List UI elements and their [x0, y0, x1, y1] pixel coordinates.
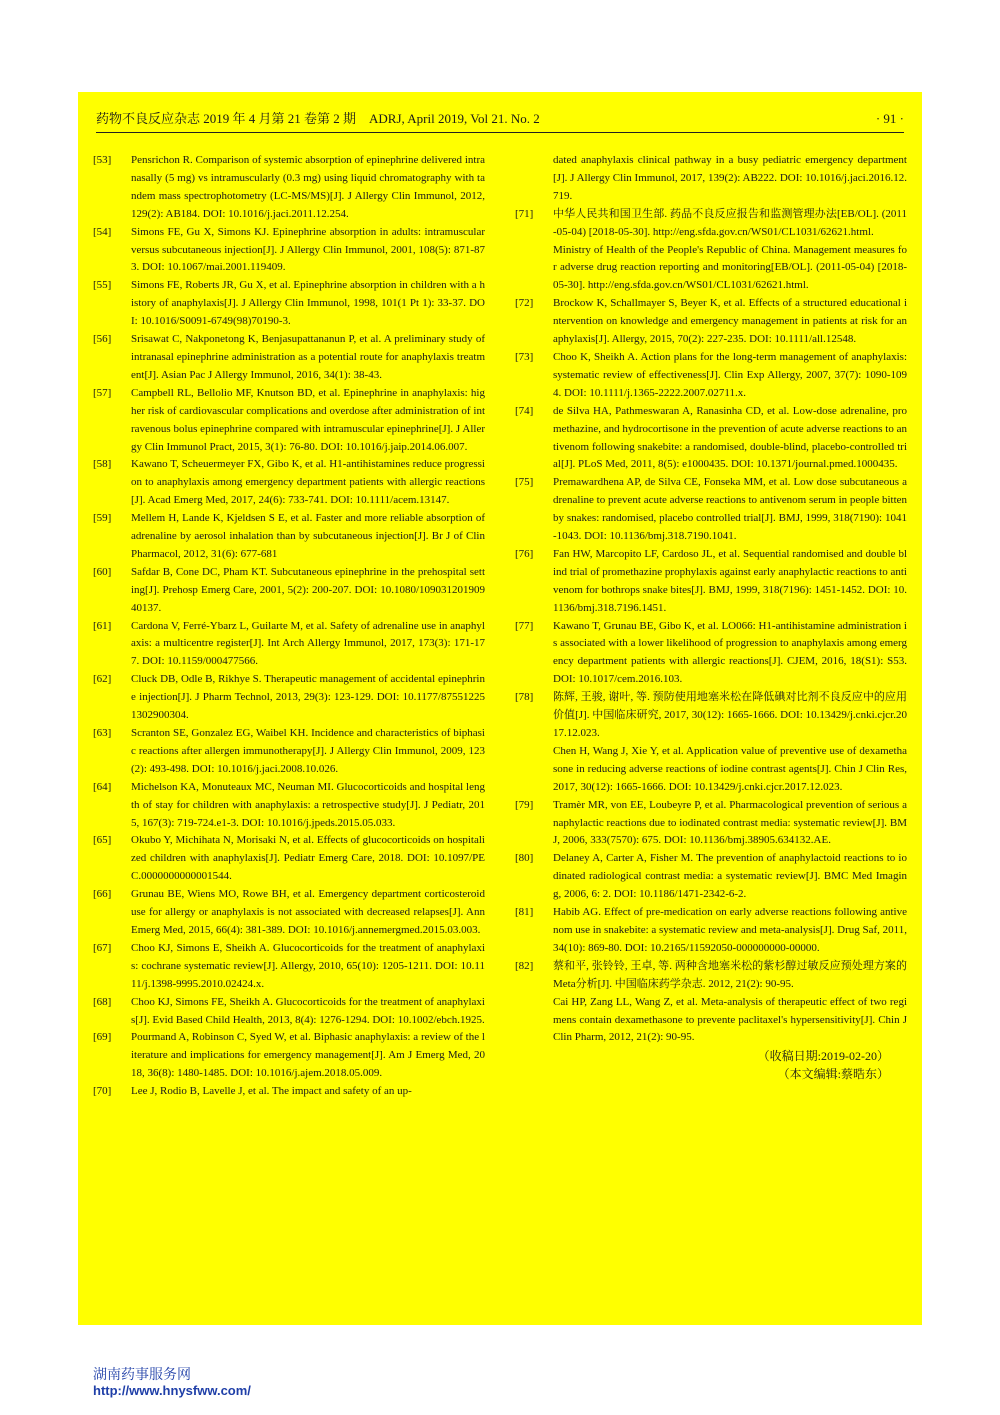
reference-number: [59]: [93, 512, 112, 525]
reference-number: [66]: [93, 888, 112, 901]
reference-text: [553, 349, 907, 403]
reference-text: [553, 958, 907, 1048]
reference-number: [53]: [93, 154, 112, 166]
reference-text: Kawano T, Scheuermeyer FX, Gibo K, et al. H1-antihistamines reduce progression to anaphylaxis among emergency department patients with allergic reactions[J]. Acad Emerg Med, 2017, 24(6): 733-741. DOI: 10.1111/acem.13147.: [131, 458, 485, 507]
reference-text: Mellem H, Lande K, Kjeldsen S E, et al. Faster and more reliable absorption of adrenaline by aerosol inhalation than by subcutaneous injection[J]. Br J of Clin Pharmacol, 2012, 31(6): 677-681: [131, 512, 485, 560]
reference-paragraph: Ministry of Health of the People's Republic of China. Management measures for adverse drug reaction reporting and monitoring[EB/OL]. (2011-05-04) [2018-05-30]. http://eng.sfda.gov.cn/WS01/CL1031/62621.html.: [553, 243, 907, 292]
reference-text: Cardona V, Ferré-Ybarz L, Guilarte M, et al. Safety of adrenaline use in anaphylaxis: a multicentre register[J]. Int Arch Allergy Immunol, 2017, 173(3): 171-177. DOI: 10.1159/000477566.: [131, 619, 485, 668]
reference-entry: [93, 1029, 485, 1083]
reference-paragraph: Chen H, Wang J, Xie Y, et al. Application value of preventive use of dexamethasone in reducing adverse reactions of iodine contrast agents[J]. Chin J Clin Res, 2017, 30(12): 1665-1666. DOI: 10.13429/j.cnki.cjcr.2017.12.023.: [553, 744, 907, 793]
received-date: （收稿日期:2019-02-20）: [757, 1049, 889, 1064]
reference-text: [553, 474, 907, 546]
reference-number: [80]: [515, 852, 534, 865]
reference-number: [58]: [93, 458, 112, 471]
reference-entry: [93, 331, 485, 385]
reference-entry: [93, 618, 485, 672]
reference-entry: [93, 940, 485, 994]
reference-number: [81]: [515, 906, 534, 919]
reference-text: Choo KJ, Simons FE, Sheikh A. Glucocorticoids for the treatment of anaphylaxis[J]. Evid Based Child Health, 2013, 8(4): 1276-1294. DOI: 10.1002/ebch.1925.: [131, 995, 485, 1026]
reference-number: [55]: [93, 279, 112, 292]
reference-number: [60]: [93, 565, 112, 578]
reference-paragraph: Tramèr MR, von EE, Loubeyre P, et al. Pharmacological prevention of serious anaphylactic reactions due to iodinated contrast media: systematic review[J]. BMJ, 2006, 333(7570): 675. DOI: 10.1136/bmj.38905.634132.AE.: [553, 798, 907, 847]
running-head: 药物不良反应杂志 2019 年 4 月第 21 卷第 2 期 ADRJ, April 2019, Vol 21. No. 2: [96, 111, 540, 126]
reference-text: [553, 850, 907, 904]
reference-paragraph: Delaney A, Carter A, Fisher M. The prevention of anaphylactoid reactions to iodinated radiological contrast media: a systematic review[J]. BMC Med Imaging, 2006, 6: 2. DOI: 10.1186/1471-2342-6-2.: [553, 852, 907, 901]
reference-number: [70]: [93, 1085, 112, 1098]
reference-number: [64]: [93, 780, 112, 793]
reference-paragraph: Kawano T, Grunau BE, Gibo K, et al. LO066: H1-antihistamine administration is associated with a lower likelihood of progression to anaphylaxis among emergency department patients with allergic reactions[J]. CJEM, 2016, 18(S1): S53. DOI: 10.1017/cem.2016.103.: [553, 619, 907, 686]
reference-number: [78]: [515, 691, 534, 704]
reference-number: [68]: [93, 995, 112, 1008]
reference-paragraph: Premawardhena AP, de Silva CE, Fonseka MM, et al. Low dose subcutaneous adrenaline to prevent acute adverse reactions to antivenom serum in people bitten by snakes: randomised, placebo controlled trial[J]. BMJ, 1999, 318(7190): 1041-1043. DOI: 10.1136/bmj.318.7190.1041.: [553, 476, 908, 543]
reference-paragraph: 陈辉, 王骏, 谢叶, 等. 预防使用地塞米松在降低碘对比剂不良反应中的应用价值[J]. 中国临床研究, 2017, 30(12): 1665-1666. DOI: 10.13429/j.cnki.cjcr.2017.12.023.: [553, 691, 907, 739]
reference-entry: [93, 510, 485, 564]
reference-entry: [93, 152, 485, 224]
reference-paragraph: 蔡和平, 张铃铃, 王卓, 等. 两种含地塞米松的紫杉醇过敏反应预处理方案的Meta分析[J]. 中国临床药学杂志. 2012, 21(2): 90-95.: [553, 959, 907, 990]
reference-text: [553, 546, 907, 618]
page-number: · 91 ·: [875, 111, 904, 126]
reference-column-left: [93, 152, 485, 1101]
reference-text: Srisawat C, Nakponetong K, Benjasupattananun P, et al. A preliminary study of intranasal epinephrine administration as a potential route for anaphylaxis treatment[J]. Asian Pac J Allergy Immunol, 2016, 34(1): 38-43.: [131, 333, 485, 381]
reference-entry: [515, 546, 907, 618]
reference-text: [553, 295, 907, 349]
reference-number: [65]: [93, 834, 112, 847]
reference-number: [76]: [515, 547, 534, 560]
reference-paragraph: Brockow K, Schallmayer S, Beyer K, et al. Effects of a structured educational intervention on knowledge and emergency management in patients at risk for anaphylaxis[J]. Allergy, 2015, 70(2): 227-235. DOI: 10.1111/all.12548.: [553, 297, 907, 346]
reference-entry: [93, 385, 485, 457]
reference-text: Pensrichon R. Comparison of systemic absorption of epinephrine delivered intranasally (5 mg) vs intramuscularly (0.3 mg) using liquid chromatography with tandem mass spectrophotometry (LC-MS/MS)[J]. J Allergy Clin Immunol, 2012, 129(2): AB184. DOI: 10.1016/j.jaci.2011.12.254.: [131, 154, 485, 220]
reference-number: [57]: [93, 386, 112, 399]
reference-number: [71]: [515, 207, 534, 220]
reference-text: [553, 152, 907, 206]
editor-note: （本文编辑:蔡晧东）: [777, 1067, 889, 1082]
reference-entry: [515, 295, 907, 349]
reference-text: Simons FE, Gu X, Simons KJ. Epinephrine absorption in adults: intramuscular versus subcutaneous injection[J]. J Allergy Clin Immunol, 2001, 108(5): 871-873. DOI: 10.1067/mai.2001.119409.: [131, 225, 485, 274]
reference-entry: [93, 224, 485, 278]
reference-entry: [515, 904, 907, 958]
reference-paragraph: dated anaphylaxis clinical pathway in a busy pediatric emergency department[J]. J Allergy Clin Immunol, 2017, 139(2): AB222. DOI: 10.1016/j.jaci.2016.12.719.: [553, 154, 907, 202]
reference-number: [75]: [515, 476, 534, 489]
reference-entry: [93, 671, 485, 725]
reference-number: [67]: [93, 941, 112, 954]
site-name: 湖南药事服务网: [93, 1367, 191, 1383]
reference-number: [62]: [93, 673, 112, 686]
reference-entry: [515, 618, 907, 690]
reference-entry: [515, 152, 907, 206]
reference-entry: [515, 689, 907, 796]
reference-entry: [93, 564, 485, 618]
reference-paragraph: de Silva HA, Pathmeswaran A, Ranasinha CD, et al. Low-dose adrenaline, promethazine, and hydrocortisone in the prevention of acute adverse reactions to antivenom following snakebite: a randomised, double-blind, placebo-controlled trial[J]. PLoS Med, 2011, 8(5): e1000435. DOI: 10.1371/journal.pmed.1000435.: [553, 404, 907, 471]
reference-text: [553, 689, 907, 796]
reference-number: [77]: [515, 619, 534, 632]
reference-text: [553, 206, 907, 296]
reference-entry: [515, 797, 907, 851]
reference-text: Lee J, Rodio B, Lavelle J, et al. The impact and safety of an up-: [131, 1085, 412, 1098]
reference-number: [74]: [515, 404, 534, 417]
reference-number: [515, 152, 553, 206]
reference-text: Safdar B, Cone DC, Pham KT. Subcutaneous epinephrine in the prehospital setting[J]. Prehosp Emerg Care, 2001, 5(2): 200-207. DOI: 10.1080/10903120190940137.: [131, 565, 485, 614]
reference-paragraph: Choo K, Sheikh A. Action plans for the long-term management of anaphylaxis: systematic review of effectiveness[J]. Clin Exp Allergy, 2007, 37(7): 1090-1094. DOI: 10.1111/j.1365-2222.2007.02711.x.: [553, 350, 907, 399]
reference-number: [56]: [93, 333, 112, 346]
reference-number: [69]: [93, 1031, 112, 1044]
reference-number: [73]: [515, 350, 534, 363]
reference-text: Cluck DB, Odle B, Rikhye S. Therapeutic management of accidental epinephrine injection[J]. J Pharm Technol, 2013, 29(3): 123-129. DOI: 10.1177/875512251302900304.: [131, 673, 485, 722]
reference-entry: [93, 886, 485, 940]
reference-number: [63]: [93, 727, 112, 739]
reference-entry: [515, 206, 907, 296]
reference-entry: [93, 832, 485, 886]
reference-text: [553, 403, 907, 475]
reference-entry: [93, 779, 485, 833]
reference-text: Michelson KA, Monuteaux MC, Neuman MI. Glucocorticoids and hospital length of stay for children with anaphylaxis: a retrospective study[J]. J Pediatr, 2015, 167(3): 719-724.e1-3. DOI: 10.1016/j.jpeds.2015.05.033.: [131, 780, 485, 829]
reference-entry: [515, 349, 907, 403]
reference-entry: [515, 403, 907, 475]
reference-entry: [93, 456, 485, 510]
reference-number: [54]: [93, 225, 112, 238]
reference-text: Okubo Y, Michihata N, Morisaki N, et al. Effects of glucocorticoids on hospitalized children with anaphylaxis[J]. Pediatr Emerg Care, 2018. DOI: 10.1097/PEC.0000000000001544.: [131, 834, 485, 883]
reference-text: Scranton SE, Gonzalez EG, Waibel KH. Incidence and characteristics of biphasic reactions after allergen immunotherapy[J]. J Allergy Clin Immunol, 2009, 123(2): 493-498. DOI: 10.1016/j.jaci.2008.10.026.: [131, 727, 485, 775]
site-footer: [93, 1367, 251, 1399]
page-header: [96, 110, 904, 133]
reference-text: Pourmand A, Robinson C, Syed W, et al. Biphasic anaphylaxis: a review of the literature and implications for emergency management[J]. Am J Emerg Med, 2018, 36(8): 1480-1485. DOI: 10.1016/j.ajem.2018.05.009.: [131, 1031, 485, 1080]
reference-entry: [93, 725, 485, 779]
reference-entry: [93, 277, 485, 331]
reference-number: [79]: [515, 798, 534, 811]
reference-entry: [515, 474, 907, 546]
reference-text: Campbell RL, Bellolio MF, Knutson BD, et al. Epinephrine in anaphylaxis: higher risk of cardiovascular complications and overdose after administration of intravenous bolus epinephrine compared with intramuscular epinephrine[J]. J Allergy Clin Immunol Pract, 2015, 3(1): 76-80. DOI: 10.1016/j.jaip.2014.06.007.: [131, 386, 485, 453]
reference-entry: [93, 994, 485, 1030]
reference-number: [61]: [93, 619, 112, 632]
reference-text: [553, 797, 907, 851]
reference-text: [553, 618, 907, 690]
reference-text: Simons FE, Roberts JR, Gu X, et al. Epinephrine absorption in children with a history of anaphylaxis[J]. J Allergy Clin Immunol, 1998, 101(1 Pt 1): 33-37. DOI: 10.1016/S0091-6749(98)70190-3.: [131, 279, 485, 328]
reference-text: Grunau BE, Wiens MO, Rowe BH, et al. Emergency department corticosteroid use for allergy or anaphylaxis is not associated with decreased relapses[J]. Ann Emerg Med, 2015, 66(4): 381-389. DOI: 10.1016/j.annemergmed.2015.03.003.: [131, 888, 485, 936]
reference-paragraph: Fan HW, Marcopito LF, Cardoso JL, et al. Sequential randomised and double blind trial of promethazine prophylaxis against early anaphylactic reactions to antivenom for bothrops snake bites[J]. BMJ, 1999, 318(7196): 1451-1452. DOI: 10.1136/bmj.318.7196.1451.: [553, 547, 907, 614]
reference-paragraph: Habib AG. Effect of pre-medication on early adverse reactions following antivenom use in snakebite: a systematic review and meta-analysis[J]. Drug Saf, 2011, 34(10): 869-80. DOI: 10.2165/11592050-000000000-00000.: [553, 906, 907, 954]
site-url[interactable]: http://www.hnysfww.com/: [93, 1383, 251, 1398]
reference-entry: [515, 850, 907, 904]
reference-number: [82]: [515, 959, 534, 972]
reference-entry: [93, 1083, 485, 1101]
journal-page: [78, 92, 922, 1325]
reference-paragraph: Cai HP, Zang LL, Wang Z, et al. Meta-analysis of therapeutic effect of two regimens contain dexamethasone to prevente paclitaxel's hypersensitivity[J]. Chin J Clin Pharm, 2012, 21(2): 90-95.: [553, 995, 907, 1044]
reference-column-right: [515, 152, 907, 1083]
reference-number: [72]: [515, 297, 534, 310]
reference-paragraph: 中华人民共和国卫生部. 药品不良反应报告和监测管理办法[EB/OL]. (2011-05-04) [2018-05-30]. http://eng.sfda.gov.cn/WS01/CL1031/62621.html.: [553, 207, 907, 238]
reference-entry: [515, 958, 907, 1048]
reference-text: [553, 904, 907, 958]
reference-text: Choo KJ, Simons E, Sheikh A. Glucocorticoids for the treatment of anaphylaxis: cochrane systematic review[J]. Allergy, 2010, 65(10): 1205-1211. DOI: 10.1111/j.1398-9995.2010.02424.x.: [131, 941, 485, 990]
